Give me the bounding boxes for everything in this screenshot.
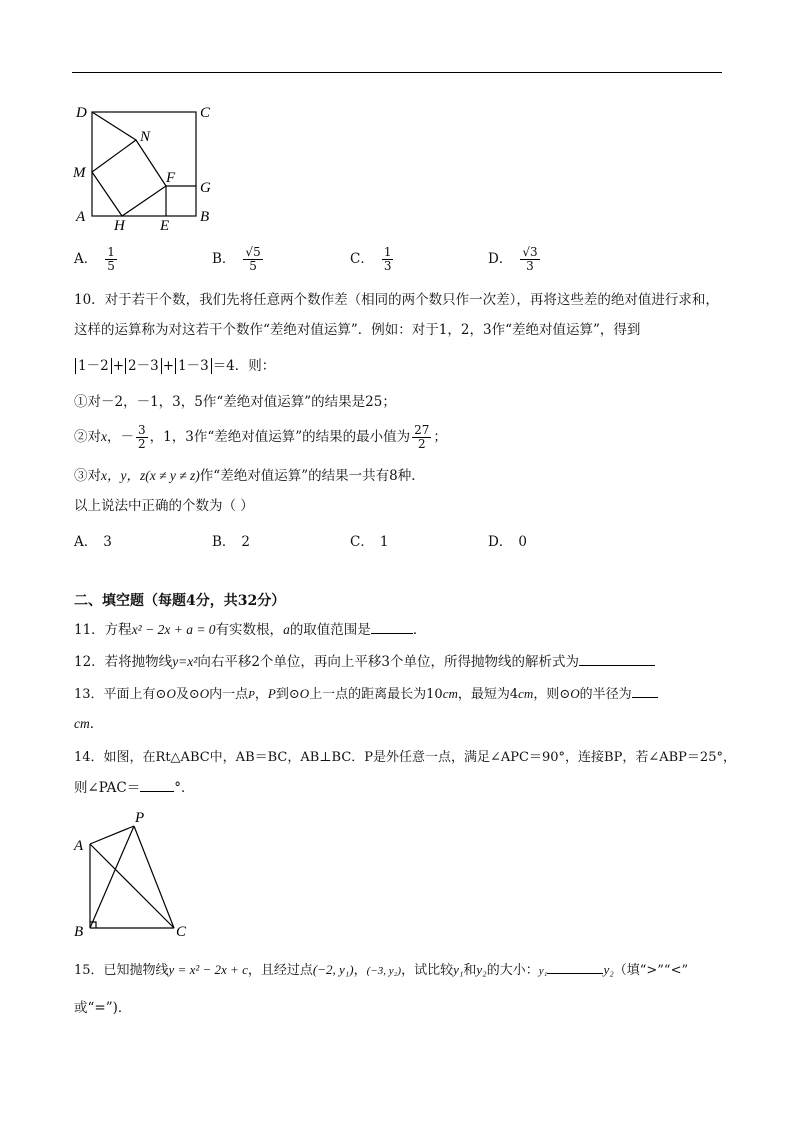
q11: 11．方程x² − 2x + a = 0有实数根，a的取值范围是 ． (74, 622, 427, 638)
label-n: N (140, 129, 151, 145)
segment-ac (90, 844, 174, 928)
label-h: H (114, 218, 125, 234)
label-a: A (74, 838, 84, 854)
q15-line2: 或“=”)． (74, 1000, 132, 1016)
q10-statement-1: ①对－2，－1，3，5作“差绝对值运算”的结果是25； (74, 394, 396, 410)
q14-answer-blank[interactable] (140, 778, 174, 792)
label-e: E (160, 218, 170, 234)
label-f: F (166, 170, 176, 186)
q9-option-d: D． $\frac{√3}{3}$ (488, 245, 538, 273)
q14-line2: 则∠PAC＝ °． (74, 780, 195, 796)
label-g: G (200, 180, 211, 196)
square-mnfh (92, 140, 166, 216)
q15-line1: 15．已知抛物线y = x² − 2x + c，且经过点(−2, y₁)，(−3, y₂)，试比较y₁和y₂的大小：y₁ y₂（填“>”“<” (74, 962, 689, 978)
q10-option-d: D． 0 (488, 534, 527, 550)
header-rule (72, 72, 722, 73)
q10-question: 以上说法中正确的个数为（ ） (74, 498, 254, 514)
q10-line2: 这样的运算称为对这若干个数作“差绝对值运算”．例如：对于1，2，3作“差绝对值运算”，得到 (74, 322, 641, 338)
q12-answer-blank[interactable] (579, 652, 655, 666)
q13-unit: cm． (74, 716, 104, 732)
segment-pc (134, 826, 174, 928)
q12: 12．若将抛物线y=x²向右平移2个单位，再向上平移3个单位，所得抛物线的解析式为 (74, 652, 655, 672)
q10-statement-2: ②对x，－ $\frac{3}{2}$ ，1，3作“差绝对值运算”的结果的最小值为 $\frac{27}{2}$ ； (74, 423, 447, 451)
q11-answer-blank[interactable] (371, 620, 413, 634)
q9-option-c: C． $\frac{1}{3}$ (350, 245, 392, 273)
segment-dn (92, 112, 136, 140)
label-d: D (76, 105, 87, 121)
q9-option-b: B． $\frac{√5}{5}$ (212, 245, 261, 273)
label-a: A (76, 209, 86, 225)
q10-statement-3: ③对x，y，z(x ≠ y ≠ z)作“差绝对值运算”的结果一共有8种． (74, 468, 425, 484)
label-c: C (200, 105, 211, 121)
q10-line1: 10．对于若干个数，我们先将任意两个数作差（相同的两个数只作一次差），再将这些差的绝对值进行求和， (74, 292, 719, 308)
label-c: C (176, 924, 187, 940)
figure-triangle-abc (70, 808, 200, 940)
q10-option-b: B． 2 (212, 534, 251, 550)
q15-answer-blank[interactable] (547, 960, 603, 974)
q10-option-a: A． 3 (74, 534, 112, 550)
label-p: P (135, 810, 145, 826)
label-b: B (74, 924, 84, 940)
q13: 13．平面上有⊙O及⊙O内一点P，P到⊙O上一点的距离最长为10cm，最短为4cm，则⊙O的半径为 (74, 684, 658, 705)
section-title-fill-in: 二、填空题（每题4分，共32分） (74, 593, 286, 609)
q9-option-a: A． $\frac{1}{5}$ (74, 245, 115, 273)
label-m: M (73, 165, 86, 181)
q10-example: 1－2 + 2－3 + 1－3 ＝4．则： (74, 356, 275, 376)
q10-option-c: C． 1 (350, 534, 389, 550)
q13-answer-blank[interactable] (632, 684, 658, 698)
label-b: B (200, 209, 210, 225)
q14-line1: 14．如图，在Rt△ABC中，AB＝BC，AB⊥BC．P是外任意一点，满足∠APC＝90°，连接BP，若∠ABP＝25°， (74, 750, 736, 765)
figure-square-abcd (70, 100, 220, 235)
